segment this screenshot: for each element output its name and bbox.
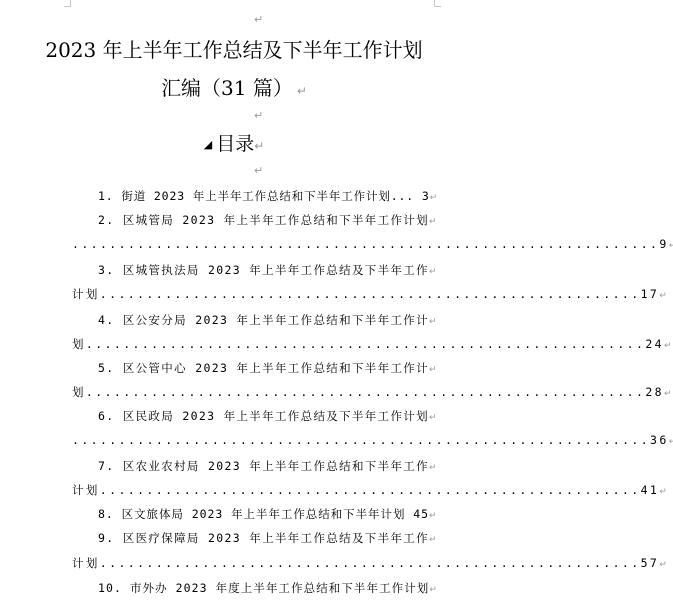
toc-entry-2-cont[interactable]: ...............................................................9↵ <box>72 237 673 251</box>
toc-entry-9-cont[interactable]: 计划..........................................................57↵ <box>72 556 664 570</box>
toc-entry-10[interactable]: 10. 市外办 2023 年度上半年工作总结和下半年工作计划↵ <box>98 581 438 595</box>
toc-entry-2[interactable]: 2. 区城管局 2023 年上半年工作总结和下半年工作计划↵ <box>98 213 438 227</box>
toc-entry-3[interactable]: 3. 区城管执法局 2023 年上半年工作总结及下半年工作↵ <box>98 263 438 277</box>
toc-entry-7[interactable]: 7. 区农业农村局 2023 年上半年工作总结和下半年工作↵ <box>98 459 438 473</box>
toc-entry-5[interactable]: 5. 区公管中心 2023 年上半年工作总结和下半年工作计↵ <box>98 361 438 375</box>
paragraph-mark: ↵ <box>254 164 264 177</box>
toc-entry-7-cont[interactable]: 计划..........................................................41↵ <box>72 483 664 497</box>
paragraph-mark: ↵ <box>254 13 264 26</box>
toc-entry-9[interactable]: 9. 区医疗保障局 2023 年上半年工作总结及下半年工作↵ <box>98 531 438 545</box>
toc-entry-1[interactable]: 1. 街道 2023 年上半年工作总结和下半年工作计划... 3↵ <box>98 189 439 203</box>
page-corner-mark-left <box>64 0 71 7</box>
document-title-line-1: 2023 年上半年工作总结及下半年工作计划 <box>45 38 423 62</box>
collapse-triangle-icon[interactable]: ◢ <box>203 138 213 151</box>
document-title-line-2: 汇编（31 篇） ↵ <box>161 76 307 100</box>
paragraph-mark: ↵ <box>254 109 264 122</box>
paragraph-mark: ↵ <box>254 139 265 153</box>
toc-heading[interactable]: ◢ 目录↵ <box>203 133 265 155</box>
toc-entry-8[interactable]: 8. 区文旅体局 2023 年上半年工作总结和下半年计划 45↵ <box>98 507 438 521</box>
toc-entry-3-cont[interactable]: 计划..........................................................17↵ <box>72 287 664 301</box>
toc-entry-4-cont[interactable]: 划............................................................24↵ <box>72 337 669 351</box>
toc-entry-6[interactable]: 6. 区民政局 2023 年上半年工作总结及下半年工作计划↵ <box>98 409 438 423</box>
toc-entry-5-cont[interactable]: 划............................................................28↵ <box>72 385 669 399</box>
toc-entry-6-cont[interactable]: ..............................................................36↵ <box>72 433 673 447</box>
paragraph-mark: ↵ <box>296 84 307 98</box>
toc-entry-4[interactable]: 4. 区公安分局 2023 年上半年工作总结和下半年工作计↵ <box>98 313 438 327</box>
page-corner-mark-right <box>434 0 441 7</box>
